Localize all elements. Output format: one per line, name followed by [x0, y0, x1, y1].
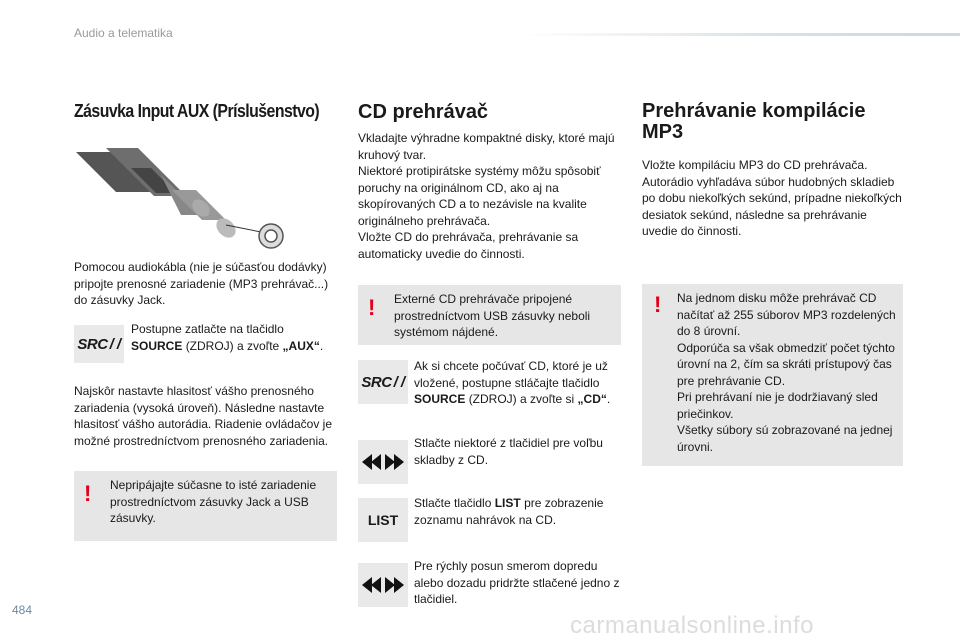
cd-warning-text: Externé CD prehrávače pripojené prostredníctvom USB zásuvky neboli systémom nájdené. [394, 292, 591, 339]
mp3-warning-text: Na jednom disku môže prehrávač CD načítať až 255 súborov MP3 rozdelených do 8 úrovní. Odporúča sa však obmedziť počet týchto úrovní na 2, čím sa skráti prístupový čas pre prehrávanie CD. Pri prehrávaní nie je dodržiavaný sled priečinkov. Všetky súbory sú zobrazované na jednej úrovni. [677, 291, 896, 454]
mp3-warning-box [642, 284, 903, 466]
src-label: SRC [77, 335, 108, 353]
aux-intro: Pomocou audiokábla (nie je súčasťou dodávky) pripojte prenosné zariadenie (MP3 prehrávač...) do zásuvky Jack. [74, 260, 329, 307]
page-number: 484 [12, 603, 33, 617]
aux-warning-box [74, 471, 337, 541]
warning-icon: ! [84, 481, 92, 506]
cd-step-list: Stlačte tlačidlo LIST pre zobrazenie zoznamu nahrávok na CD. [414, 496, 604, 527]
cd-step-seek: Pre rýchly posun smerom dopredu alebo dozadu pridržte stlačené jedno z tlačidiel. [414, 559, 620, 606]
src-label: SRC [361, 373, 392, 391]
cd-step-source: Ak si chcete počúvať CD, ktoré je už vložené, postupne stláčajte tlačidlo SOURCE (ZDROJ) a zvoľte si „CD“. [414, 359, 611, 406]
src-button-icon: SRC / / [358, 360, 408, 404]
watermark: carmanualsonline.info [570, 612, 814, 639]
mp3-intro: Vložte kompiláciu MP3 do CD prehrávača. Autorádio vyhľadáva súbor hudobných skladieb po dobu niekoľkých sekúnd, prípadne niekoľkých desiatok sekúnd, následne sa prehrávanie uvedie do činnosti. [642, 158, 902, 238]
header-rule [520, 33, 960, 36]
cd-step-track: Stlačte niektoré z tlačidiel pre voľbu skladby z CD. [414, 436, 603, 467]
list-button-icon [358, 498, 408, 542]
list-label: LIST [367, 512, 399, 528]
prev-next-icon [361, 453, 405, 471]
track-skip-buttons-icon [358, 440, 408, 484]
section-title: Audio a telematika [74, 26, 173, 40]
mp3-heading: Prehrávanie kompilácie MP3 [642, 100, 866, 143]
aux-warning-text: Nepripájajte súčasne to isté zariadenie prostredníctvom zásuvky Jack a USB zásuvky. [110, 478, 317, 525]
fast-seek-buttons-icon [358, 563, 408, 607]
cd-heading: CD prehrávač [358, 101, 489, 123]
warning-icon: ! [368, 295, 376, 320]
src-button-icon: SRC / / [74, 325, 124, 363]
cd-intro: Vkladajte výhradne kompaktné disky, ktoré majú kruhový tvar. Niektoré protipirátske systémy môžu spôsobiť poruchy na originálnom CD, ako aj na skopírovaných CD a to nezávisle na kvalite originálneho prehrávača. Vložte CD do prehrávača, prehrávanie sa automaticky uvedie do činnosti. [358, 131, 615, 261]
warning-icon: ! [654, 292, 662, 317]
jack-plug-illustration [76, 130, 296, 255]
cd-warning-box [358, 285, 621, 345]
aux-step: Postupne zatlačte na tlačidlo SOURCE (ZDROJ) a zvoľte „AUX“. [131, 322, 324, 353]
prev-next-icon [361, 576, 405, 594]
aux-heading: Zásuvka Input AUX (Príslušenstvo) [74, 101, 320, 121]
aux-volume-text: Najskôr nastavte hlasitosť vášho prenosného zariadenia (vysoká úroveň). Následne nastavte hlasitosť vášho autorádia. Riadenie ovládačov je možné prostredníctvom prenosného zariadenia. [74, 384, 332, 448]
